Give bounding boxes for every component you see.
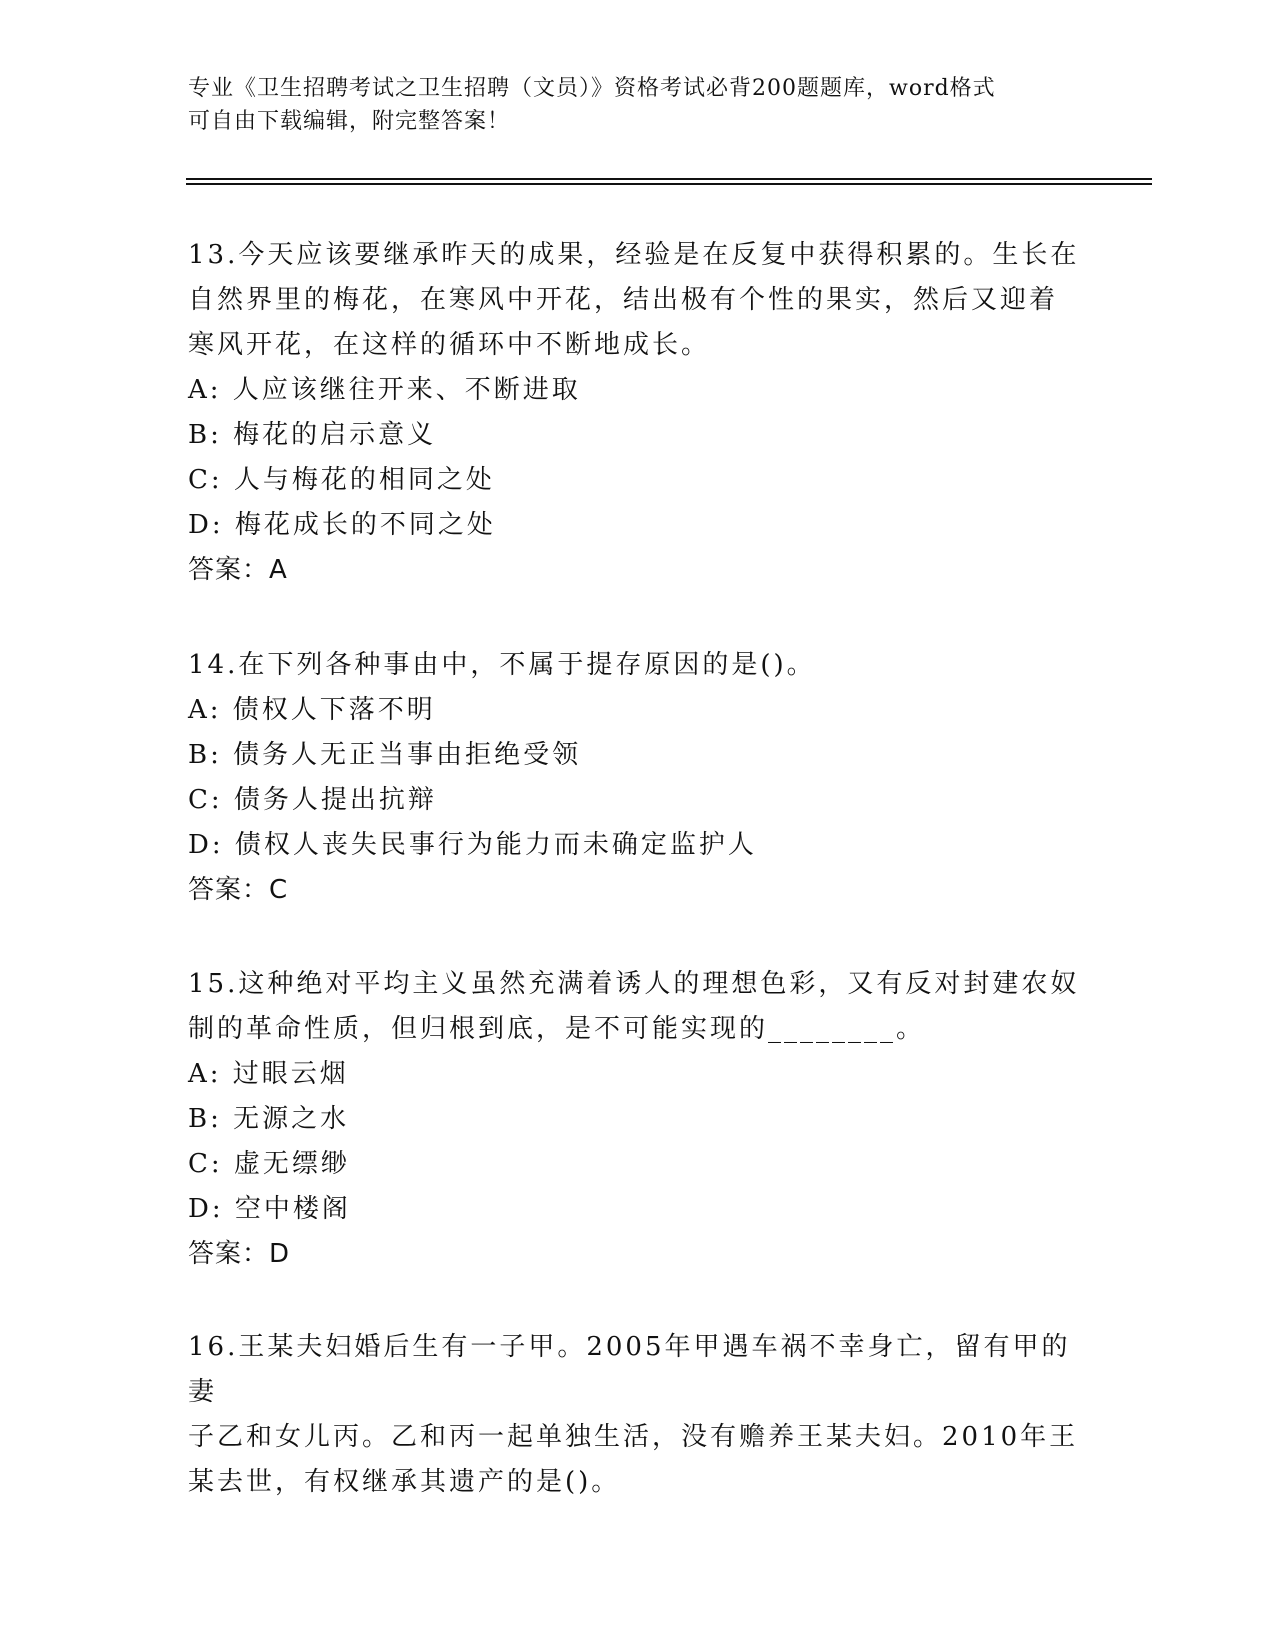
question-15 — [188, 962, 1088, 1277]
option-c: C: 人与梅花的相同之处 — [188, 465, 495, 495]
header-divider-top — [186, 178, 1152, 180]
option-a: A: 人应该继往开来、不断进取 — [188, 375, 581, 405]
option-b: B: 梅花的启示意义 — [188, 420, 437, 450]
answer-line: 答案：A — [188, 555, 288, 585]
option-a: A: 债权人下落不明 — [188, 695, 436, 725]
question-stem-line: 15.这种绝对平均主义虽然充满着诱人的理想色彩，又有反对封建农奴 — [188, 969, 1080, 999]
option-d: D: 梅花成长的不同之处 — [188, 510, 496, 540]
question-stem-line: 制的革命性质，但归根到底，是不可能实现的________。 — [188, 1014, 926, 1044]
option-c: C: 债务人提出抗辩 — [188, 785, 437, 815]
option-c: C: 虚无缥缈 — [188, 1149, 350, 1179]
question-stem-line: 16.王某夫妇婚后生有一子甲。2005年甲遇车祸不幸身亡，留有甲的妻 — [188, 1332, 1071, 1407]
question-stem-line: 自然界里的梅花，在寒风中开花，结出极有个性的果实，然后又迎着 — [188, 285, 1059, 315]
question-stem-line: 13.今天应该要继承昨天的成果，经验是在反复中获得积累的。生长在 — [188, 240, 1080, 270]
question-16 — [188, 1325, 1088, 1505]
question-stem-line: 子乙和女儿丙。乙和丙一起单独生活，没有赡养王某夫妇。2010年王 — [188, 1422, 1079, 1452]
header-line-1: 专业《卫生招聘考试之卫生招聘（文员）》资格考试必背200题题库，word格式 — [188, 76, 996, 101]
header-divider-bottom — [186, 183, 1152, 185]
answer-line: 答案：D — [188, 1239, 291, 1269]
question-stem-line: 14.在下列各种事由中，不属于提存原因的是()。 — [188, 650, 816, 680]
question-stem-line: 寒风开花，在这样的循环中不断地成长。 — [188, 330, 711, 360]
answer-line: 答案：C — [188, 875, 289, 905]
option-a: A: 过眼云烟 — [188, 1059, 349, 1089]
option-b: B: 无源之水 — [188, 1104, 350, 1134]
header-line-2: 可自由下载编辑，附完整答案！ — [188, 109, 511, 134]
option-d: D: 债权人丧失民事行为能力而未确定监护人 — [188, 830, 757, 860]
question-13 — [188, 233, 1088, 593]
option-d: D: 空中楼阁 — [188, 1194, 351, 1224]
question-14 — [188, 643, 1088, 913]
option-b: B: 债务人无正当事由拒绝受领 — [188, 740, 582, 770]
document-header — [188, 72, 1088, 138]
question-stem-line: 某去世，有权继承其遗产的是()。 — [188, 1467, 621, 1497]
